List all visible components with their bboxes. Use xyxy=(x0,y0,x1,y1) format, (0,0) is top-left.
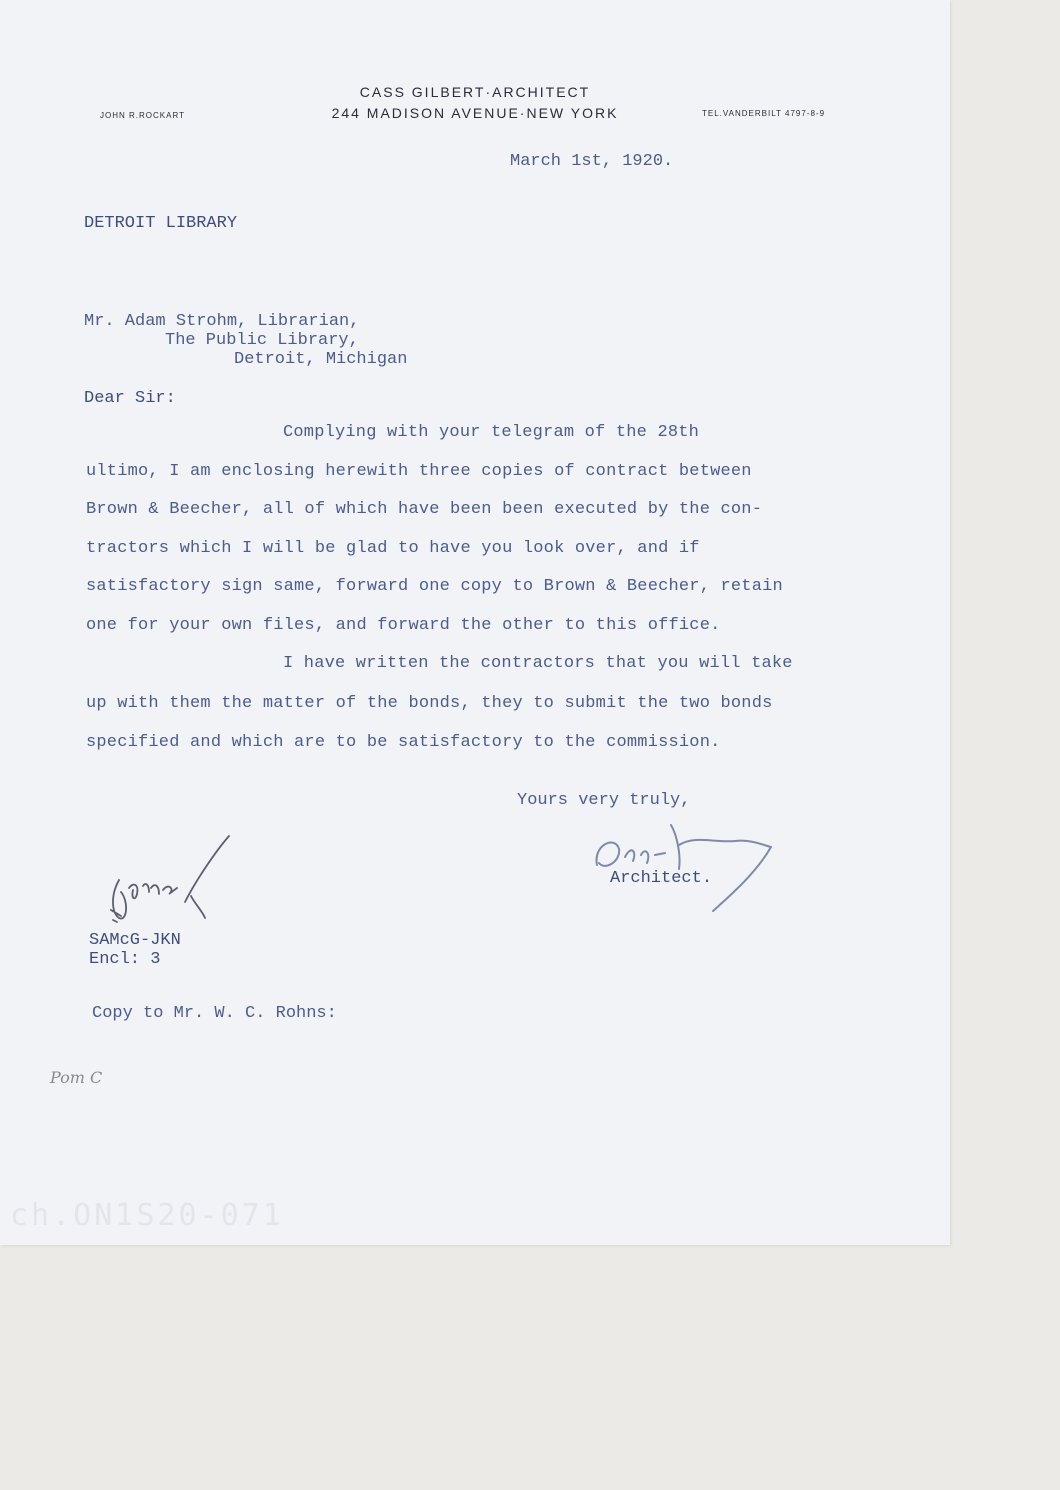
copy-to-line: Copy to Mr. W. C. Rohns: xyxy=(92,1004,337,1023)
letter-subject: DETROIT LIBRARY xyxy=(84,214,238,233)
pencil-note: Pom C xyxy=(50,1068,103,1087)
body-line: Complying with your telegram of the 28th xyxy=(283,423,700,442)
initials-signature xyxy=(105,832,235,927)
letterhead-title: CASS GILBERT·ARCHITECT xyxy=(359,84,591,100)
body-line: one for your own files, and forward the other to this office. xyxy=(86,616,721,635)
show-through-stamp: ch.ON1S20-071 xyxy=(10,1198,284,1233)
recipient-line-2: The Public Library, xyxy=(165,331,359,350)
letterhead-telephone: TEL.VANDERBILT 4797-8-9 xyxy=(702,109,826,118)
enclosure-note: Encl: 3 xyxy=(89,950,161,969)
body-line: specified and which are to be satisfactory to the commission. xyxy=(86,733,721,752)
letter-date: March 1st, 1920. xyxy=(510,152,674,171)
recipient-line-3: Detroit, Michigan xyxy=(234,350,408,369)
body-line: up with them the matter of the bonds, they to submit the two bonds xyxy=(86,694,773,713)
closing: Yours very truly, xyxy=(517,791,691,810)
architect-signature xyxy=(585,805,780,915)
recipient-line-1: Mr. Adam Strohm, Librarian, xyxy=(84,312,360,331)
salutation: Dear Sir: xyxy=(84,389,176,408)
body-line: ultimo, I am enclosing herewith three copies of contract between xyxy=(86,462,752,481)
letterhead-left-name: JOHN R.ROCKART xyxy=(100,111,185,120)
body-line: I have written the contractors that you will take xyxy=(283,654,793,673)
body-line: tractors which I will be glad to have you look over, and if xyxy=(86,539,700,558)
body-line: Brown & Beecher, all of which have been been executed by the con- xyxy=(86,500,763,519)
letterhead-address: 244 MADISON AVENUE·NEW YORK xyxy=(331,105,619,121)
signature-title: Architect. xyxy=(610,869,713,888)
typist-initials: SAMcG-JKN xyxy=(89,931,181,950)
body-line: satisfactory sign same, forward one copy to Brown & Beecher, retain xyxy=(86,577,783,596)
